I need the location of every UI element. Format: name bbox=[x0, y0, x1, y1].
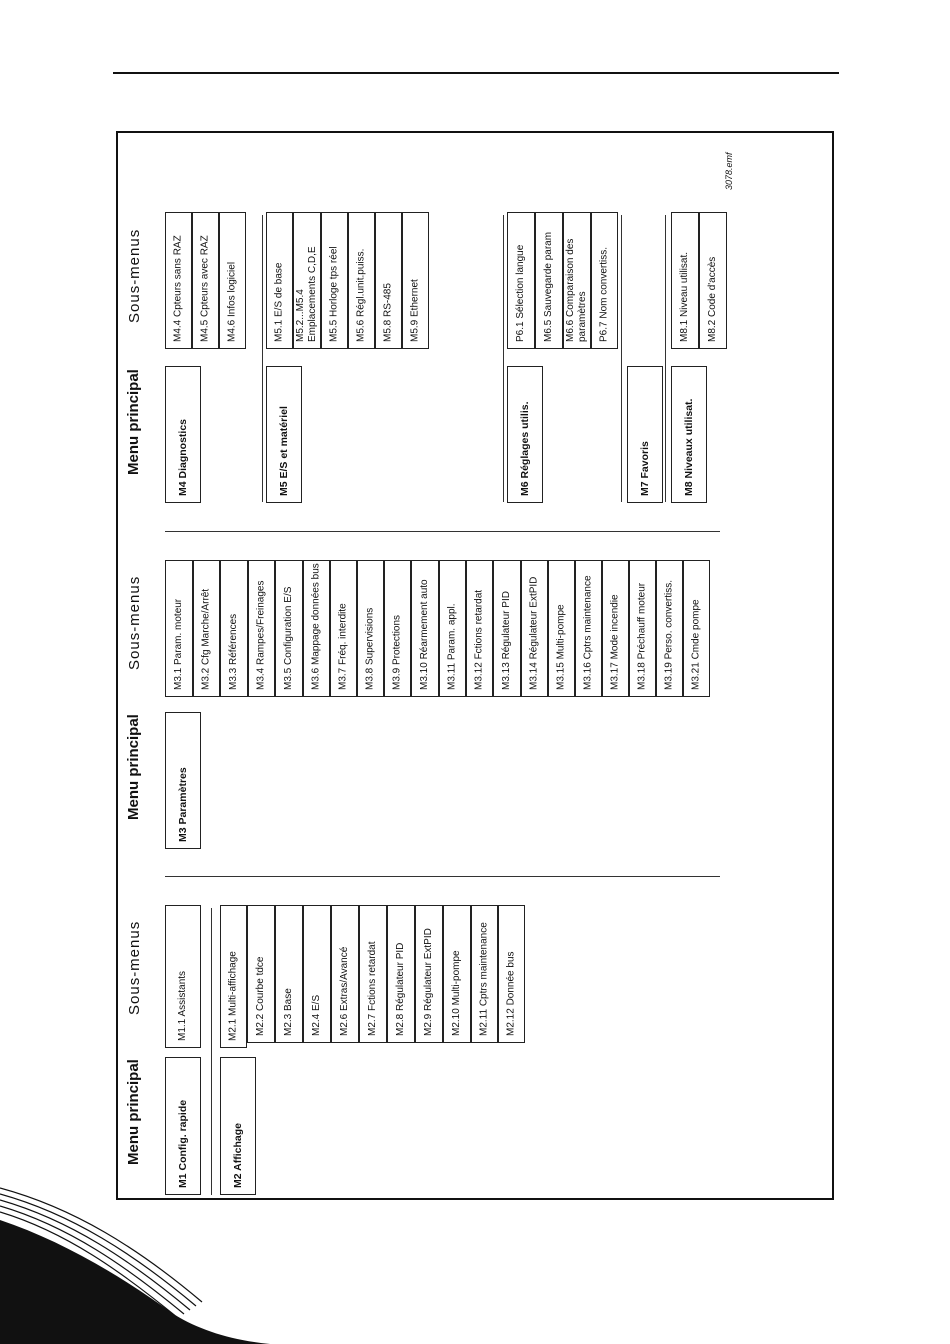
connector-line bbox=[211, 908, 212, 1195]
menu-item-m5: M5 E/S et matériel bbox=[266, 366, 302, 503]
submenu-item: M3.1 Param. moteur bbox=[165, 560, 193, 697]
submenu-item: M8.2 Code d'accès bbox=[699, 212, 727, 349]
submenu-item: M3.19 Perso. convertiss. bbox=[656, 560, 683, 697]
submenu-item: M2.9 Régulateur ExtPID bbox=[415, 905, 443, 1043]
header-rule bbox=[113, 72, 839, 74]
submenu-item: M3.2 Cfg Marche/Arrêt bbox=[193, 560, 220, 697]
submenu-item: M3.5 Configuration E/S bbox=[275, 560, 303, 697]
heading-main-menu-1: Menu principal bbox=[125, 1059, 142, 1165]
submenu-item: M2.11 Cptrs maintenance bbox=[471, 905, 498, 1043]
heading-main-menu-2: Menu principal bbox=[125, 714, 142, 820]
submenu-item: M3.4 Rampes/Freinages bbox=[248, 560, 275, 697]
menu-item-m3: M3 Paramètres bbox=[165, 712, 201, 849]
section-separator bbox=[165, 531, 720, 532]
connector-line bbox=[621, 215, 622, 502]
submenu-item: M2.6 Extras/Avancé bbox=[331, 905, 359, 1043]
submenu-item: M4.5 Cpteurs avec RAZ bbox=[192, 212, 219, 349]
submenu-item: M2.2 Courbe tdce bbox=[247, 905, 275, 1043]
submenu-item: M3.16 Cptrs maintenance bbox=[575, 560, 602, 697]
submenu-item: M2.3 Base bbox=[275, 905, 303, 1043]
heading-sub-menus-3: Sous-menus bbox=[126, 228, 143, 323]
submenu-item: M3.15 Multi-pompe bbox=[548, 560, 575, 697]
menu-item-m6: M6 Réglages utilis. bbox=[507, 366, 543, 503]
submenu-item: M2.7 Fctions retardat bbox=[359, 905, 387, 1043]
submenu-item: P6.7 Nom convertiss. bbox=[591, 212, 618, 349]
submenu-item: M3.17 Mode incendie bbox=[602, 560, 629, 697]
submenu-item: M2.10 Multi-pompe bbox=[443, 905, 471, 1043]
submenu-item: M3.12 Fctions retardat bbox=[466, 560, 493, 697]
menu-item-m1: M1 Config. rapide bbox=[165, 1057, 201, 1195]
submenu-item: M3.6 Mappage données bus bbox=[303, 560, 330, 697]
menu-item-m4: M4 Diagnostics bbox=[165, 366, 201, 503]
submenu-item: M4.6 Infos logiciel bbox=[219, 212, 246, 349]
menu-item-m7: M7 Favoris bbox=[627, 366, 663, 503]
submenu-item: M5.6 Régl.unit.puiss. bbox=[348, 212, 375, 349]
submenu-item: M3.21 Cmde pompe bbox=[683, 560, 710, 697]
submenu-item: M5.1 E/S de base bbox=[266, 212, 293, 349]
submenu-item: M2.12 Donnée bus bbox=[498, 905, 525, 1043]
submenu-item: M3.9 Protections bbox=[384, 560, 411, 697]
submenu-item: M5.8 RS-485 bbox=[375, 212, 402, 349]
submenu-item: M3.8 Supervisions bbox=[357, 560, 384, 697]
submenu-item: M3.13 Régulateur PID bbox=[493, 560, 521, 697]
submenu-item: M2.4 E/S bbox=[303, 905, 331, 1043]
menu-item-m8: M8 Niveaux utilisat. bbox=[671, 366, 707, 503]
submenu-item: M6.6 Comparaison des paramètres bbox=[563, 212, 591, 349]
submenu-item: M3.14 Régulateur ExtPID bbox=[521, 560, 548, 697]
figure-filename: 3078.emf bbox=[724, 152, 734, 190]
submenu-item: M6.5 Sauvegarde param bbox=[535, 212, 563, 349]
submenu-item: M8.1 Niveau utilisat. bbox=[671, 212, 699, 349]
heading-main-menu-3: Menu principal bbox=[125, 369, 142, 475]
menu-item-m2: M2 Affichage bbox=[220, 1057, 256, 1195]
submenu-item: M3.18 Préchauff moteur bbox=[629, 560, 656, 697]
connector-line bbox=[665, 215, 666, 502]
submenu-item: M5.5 Horloge tps réel bbox=[321, 212, 348, 349]
connector-line bbox=[262, 215, 263, 502]
submenu-item: M5.9 Ethernet bbox=[402, 212, 429, 349]
submenu-item: M2.8 Régulateur PID bbox=[387, 905, 415, 1043]
brand-swoosh-decoration bbox=[0, 1180, 270, 1344]
submenu-item: M3.7 Fréq. interdite bbox=[330, 560, 357, 697]
submenu-item: M3.11 Param. appl. bbox=[439, 560, 466, 697]
submenu-item: M3.10 Réarmement auto bbox=[411, 560, 439, 697]
connector-line bbox=[503, 215, 504, 502]
heading-sub-menus-1: Sous-menus bbox=[126, 920, 143, 1015]
submenu-item: M5.2...M5.4 Emplacements C,D,E bbox=[293, 212, 321, 349]
submenu-item: M4.4 Cpteurs sans RAZ bbox=[165, 212, 192, 349]
submenu-item: P6.1 Sélection langue bbox=[507, 212, 535, 349]
submenu-item: M3.3 Références bbox=[220, 560, 248, 697]
submenu-item: M2.1 Multi-affichage bbox=[220, 905, 247, 1048]
submenu-item: M1.1 Assistants bbox=[165, 905, 201, 1048]
section-separator bbox=[165, 876, 720, 877]
heading-sub-menus-2: Sous-menus bbox=[126, 575, 143, 670]
